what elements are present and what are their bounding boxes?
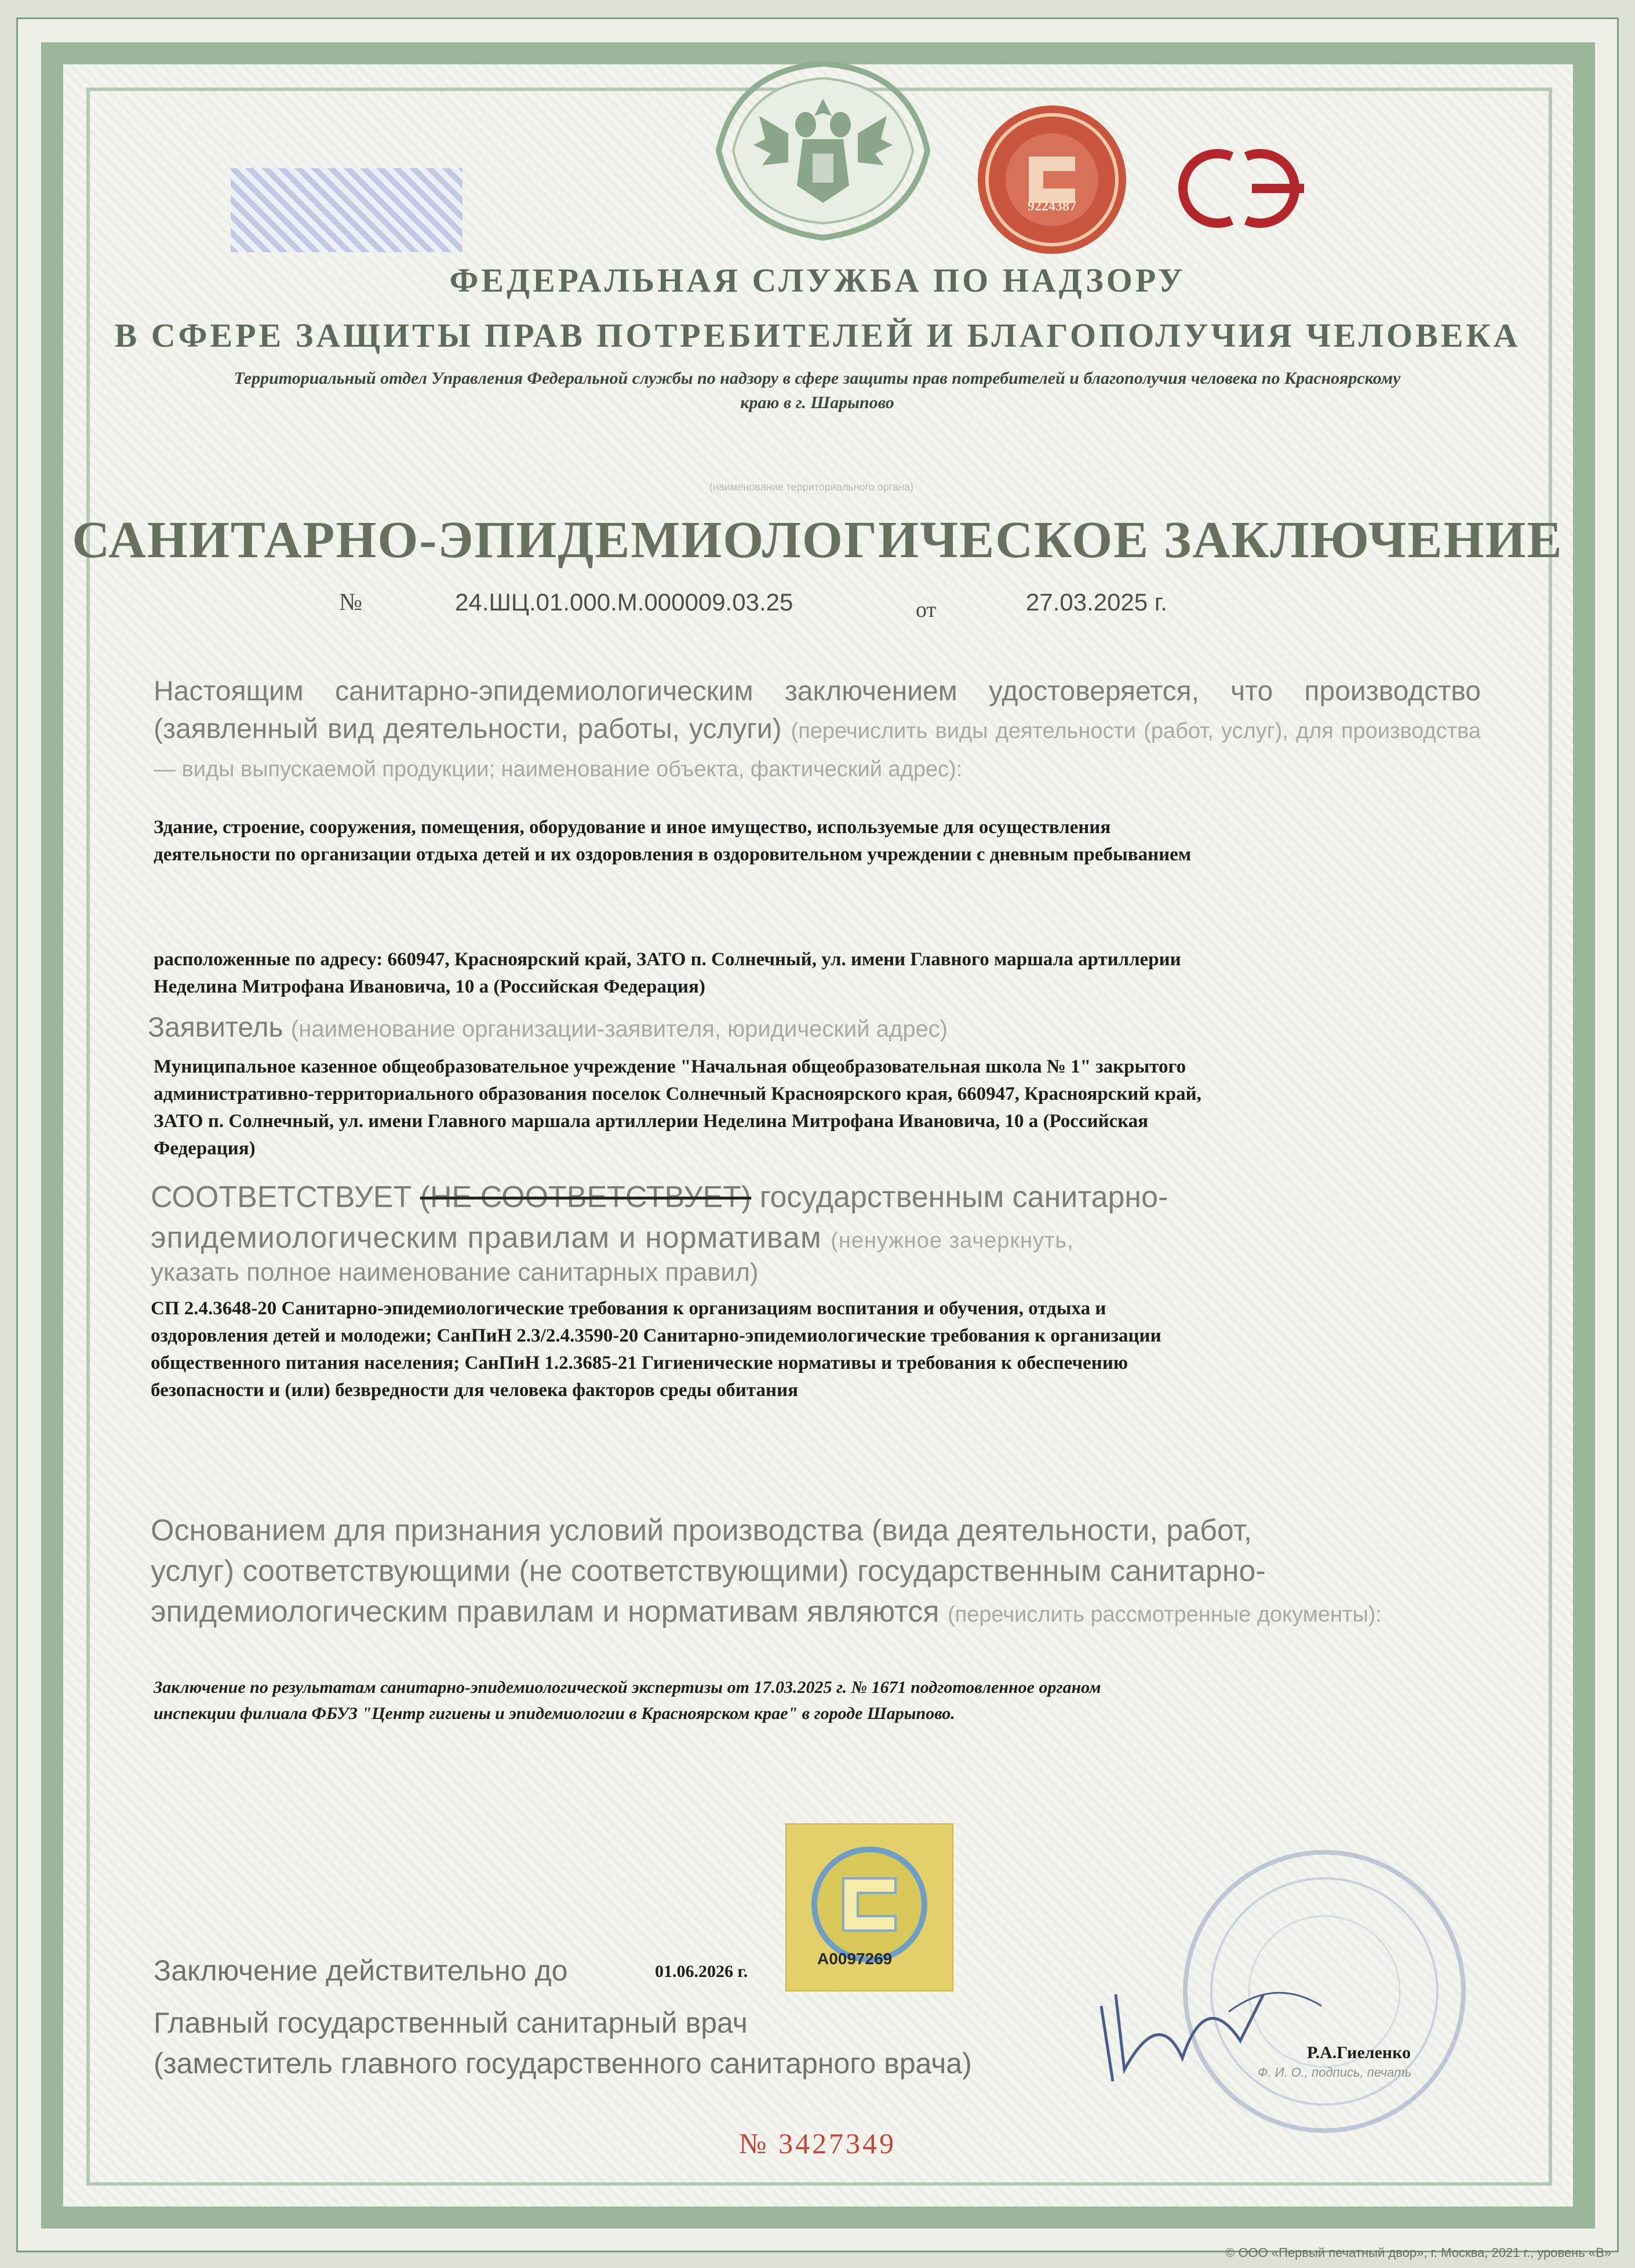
basis-lead-line1: Основанием для признания условий производства (вида деятельности, работ,	[151, 1514, 1252, 1547]
applicant-value-line3: ЗАТО п. Солнечный, ул. имени Главного маршала артиллерии Неделина Митрофана Ивановича, 10 а (Российская	[154, 1111, 1149, 1132]
validity-date: 01.06.2026 г.	[655, 1962, 748, 1981]
signer-position-line2: (заместитель главного государственного санитарного врача)	[154, 2047, 972, 2080]
ses-hologram-seal-icon	[785, 1823, 953, 1991]
compliance-value-line1: СП 2.4.3648-20 Санитарно-эпидемиологические требования к организациям воспитания и обучения, отдыха и	[151, 1298, 1106, 1319]
compliance-lead-line2: эпидемиологическим правилам и нормативам (ненужное зачеркнуть,	[151, 1221, 1074, 1255]
agency-title-line1: ФЕДЕРАЛЬНАЯ СЛУЖБА ПО НАДЗОРУ	[449, 261, 1186, 299]
applicant-value-line2: административно-территориального образования поселок Солнечный Красноярского края, 660947, Красноярский край,	[154, 1084, 1201, 1104]
applicant-lead: Заявитель (наименование организации-заявителя, юридический адрес)	[148, 1012, 948, 1043]
complies-text: СООТВЕТСТВУЕТ	[151, 1180, 412, 1214]
document-title: САНИТАРНО-ЭПИДЕМИОЛОГИЧЕСКОЕ ЗАКЛЮЧЕНИЕ	[72, 511, 1563, 569]
signature-caption: Ф. И. О., подпись, печать	[1258, 2065, 1412, 2080]
validity-label: Заключение действительно до	[154, 1954, 568, 1987]
territorial-department: Территориальный отдел Управления Федеральной службы по надзору в сфере защиты прав потребителей и благополучия человека по Красноярскому краю в г. Шарыпово	[234, 369, 1401, 412]
department-caption: (наименование территориального органа)	[709, 481, 914, 493]
signer-name: Р.А.Гиеленко	[1307, 2043, 1411, 2062]
address-line1: расположенные по адресу: 660947, Красноярский край, ЗАТО п. Солнечный, ул. имени Главного маршала артиллерии	[154, 949, 1181, 970]
compliance-lead-line3: указать полное наименование санитарных правил)	[151, 1258, 759, 1286]
basis-value-line2: инспекции филиала ФБУЗ "Центр гигиены и эпидемиологии в Красноярском крае" в городе Шарыпово.	[154, 1704, 955, 1723]
stamp-number: 9224387	[1028, 199, 1076, 214]
serial-number: № 3427349	[738, 2127, 897, 2160]
compliance-value-line4: безопасности и (или) безвредности для человека факторов среды обитания	[151, 1380, 798, 1401]
compliance-value-line2: оздоровления детей и молодежи; СанПиН 2.3/2.4.3590-20 Санитарно-эпидемиологические требования к организации	[151, 1325, 1161, 1346]
address-line2: Неделина Митрофана Ивановича, 10 а (Российская Федерация)	[154, 976, 705, 997]
applicant-value-line4: Федерация)	[154, 1138, 256, 1159]
compliance-lead-line1: СООТВЕТСТВУЕТ (НЕ СООТВЕТСТВУЕТ) государственным санитарно-	[151, 1180, 1168, 1214]
signer-position-line1: Главный государственный санитарный врач	[154, 2007, 748, 2039]
number-label: №	[339, 589, 363, 616]
se-logo-icon	[1165, 139, 1316, 238]
applicant-value-line1: Муниципальное казенное общеобразовательное учреждение "Начальная общеобразовательная школа № 1" закрытого	[154, 1056, 1186, 1077]
production-value-line2: деятельности по организации отдыха детей и их оздоровления в оздоровительном учреждении с дневным пребыванием	[154, 844, 1192, 865]
document-date: 27.03.2025 г.	[1026, 588, 1167, 616]
basis-value-line1: Заключение по результатам санитарно-эпидемиологической экспертизы от 17.03.2025 г. № 1671 подготовленное органом	[154, 1678, 1101, 1697]
printer-footer: © ООО «Первый печатный двор», г. Москва, 2021 г., уровень «В»	[1225, 2245, 1611, 2260]
basis-lead-line2: услуг) соответствующими (не соответствующими) государственным санитарно-	[151, 1554, 1266, 1588]
hologram-security-strip	[231, 168, 463, 252]
compliance-value-line3: общественного питания населения; СанПиН 1.2.3685-21 Гигиенические нормативы и требования к обеспечению	[151, 1353, 1128, 1373]
basis-lead-line3: эпидемиологическим правилам и нормативам являются (перечислить рассмотренные документы):	[151, 1595, 1382, 1629]
double-headed-eagle-emblem-icon	[701, 52, 945, 243]
production-value-line1: Здание, строение, сооружения, помещения, оборудование и иное имущество, используемые для осуществления	[154, 817, 1111, 838]
production-lead: Настоящим санитарно-эпидемиологическим заключением удостоверяется, что производство (заявленный вид деятельности, работы, услуги) (перечислить виды деятельности (работ, услуг), для производства — виды выпускаемой продукции; наименование объекта, фактический адрес):	[154, 676, 1481, 782]
hologram-code: А0097269	[817, 1950, 893, 1968]
date-label: от	[916, 598, 937, 622]
document-number: 24.ШЦ.01.000.М.000009.03.25	[455, 588, 793, 616]
agency-title-line2: В СФЕРЕ ЗАЩИТЫ ПРАВ ПОТРЕБИТЕЛЕЙ И БЛАГОПОЛУЧИЯ ЧЕЛОВЕКА	[114, 317, 1521, 354]
rospotrebnadzor-ses-hologram-icon	[974, 101, 1130, 258]
not-complies-crossed: (НЕ СООТВЕТСТВУЕТ)	[420, 1180, 752, 1214]
